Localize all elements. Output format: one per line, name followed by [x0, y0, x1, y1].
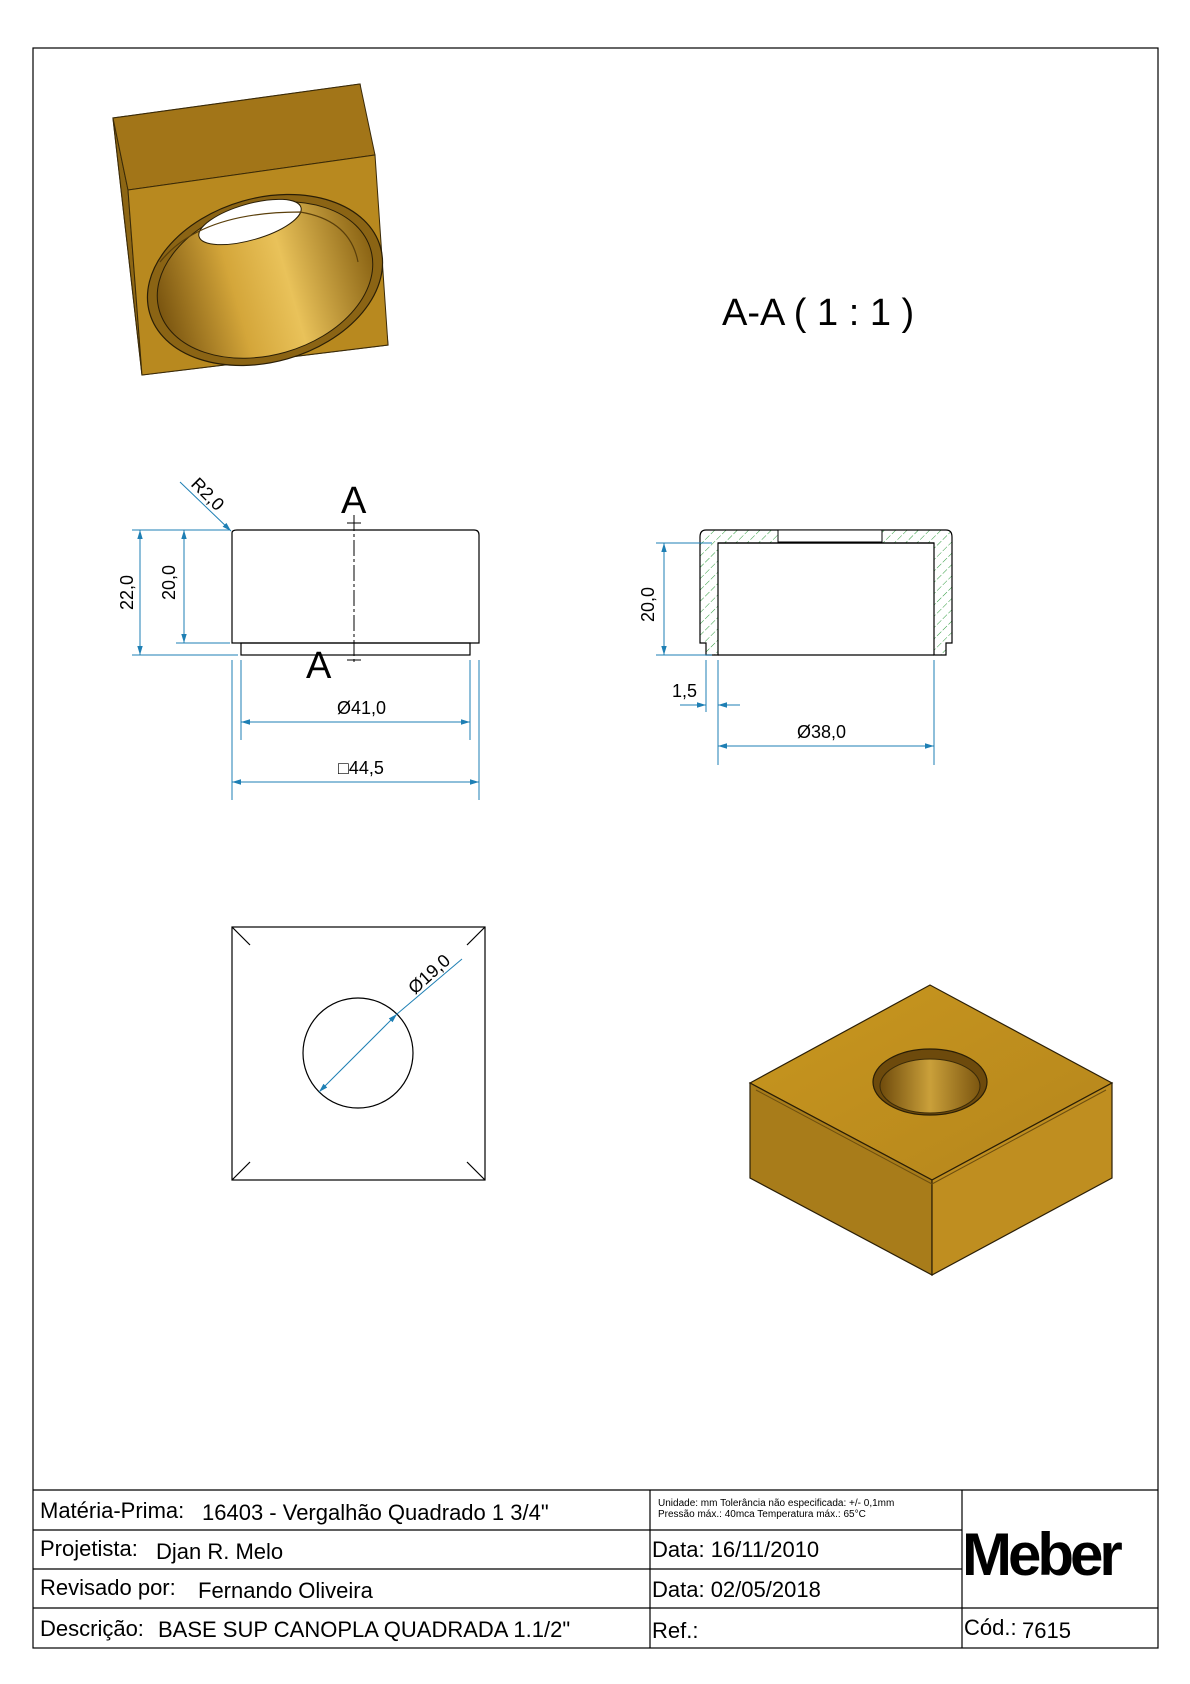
dim-height-total: 22,0	[117, 574, 137, 610]
dim-wall-thickness: 1,5	[672, 681, 698, 701]
revisado-value: Fernando Oliveira	[198, 1578, 373, 1603]
dim-diameter-outer: Ø41,0	[337, 698, 387, 718]
cod-value: 7615	[1022, 1618, 1071, 1643]
cod-label: Cód.:	[964, 1615, 1017, 1640]
descricao-value: BASE SUP CANOPLA QUADRADA 1.1/2"	[158, 1617, 571, 1642]
projetista-value: Djan R. Melo	[156, 1539, 284, 1564]
notes-line1: Unidade: mm Tolerância não especificada: +/- 0,1mm	[658, 1498, 895, 1509]
dim-height-body: 20,0	[159, 564, 179, 600]
section-marker-bottom: A	[306, 645, 332, 687]
projetista-label: Projetista:	[40, 1536, 138, 1561]
dim-section-height: 20,0	[638, 586, 658, 622]
ref-label: Ref.:	[652, 1618, 699, 1643]
notes-line2: Pressão máx.: 40mca Temperatura máx.: 65°C	[658, 1509, 866, 1520]
company-logo: Meber	[962, 1521, 1119, 1588]
data-revisao: Data: 02/05/2018	[652, 1577, 821, 1602]
iso-view-top	[750, 985, 1112, 1275]
revisado-label: Revisado por:	[40, 1575, 176, 1600]
materia-prima-value: 16403 - Vergalhão Quadrado 1 3/4"	[202, 1500, 549, 1525]
dim-square-side: □44,5	[338, 758, 384, 778]
dim-radius: R2,0	[187, 473, 229, 515]
hole-dimension	[319, 959, 462, 1092]
dim-hole-diameter: Ø19,0	[404, 950, 455, 998]
data-criacao: Data: 16/11/2010	[652, 1537, 820, 1562]
descricao-label: Descrição:	[40, 1616, 144, 1641]
materia-prima-label: Matéria-Prima:	[40, 1498, 185, 1523]
iso-view-bottom	[113, 84, 403, 392]
section-view	[700, 530, 952, 655]
section-marker-top: A	[341, 480, 367, 522]
section-title: A-A ( 1 : 1 )	[722, 292, 915, 334]
dim-diameter-inner: Ø38,0	[797, 722, 847, 742]
front-view	[232, 515, 479, 665]
section-dimensions	[656, 543, 934, 765]
